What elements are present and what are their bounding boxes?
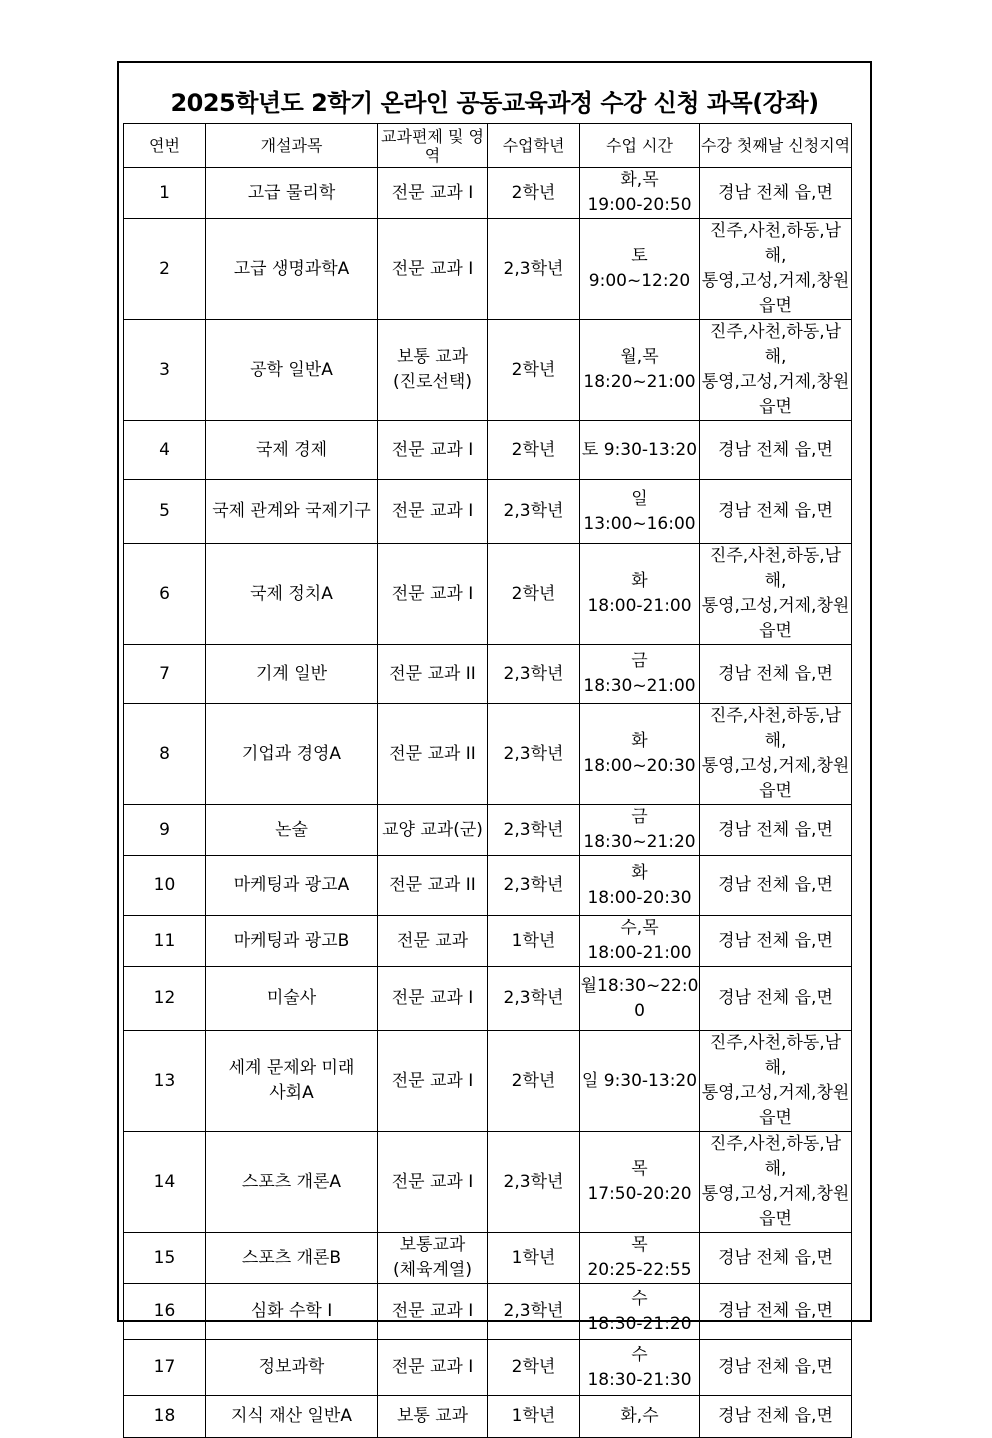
course-name: 기업과 경영A [206,704,378,805]
grade: 2학년 [488,320,580,421]
course-name: 국제 관계와 국제기구 [206,480,378,544]
class-time: 일 9:30-13:20 [580,1031,700,1132]
table-row [124,645,852,704]
table-row [124,320,852,421]
category: 전문 교과 [378,916,488,967]
category: 전문 교과 I [378,1284,488,1340]
category: 전문 교과 I [378,480,488,544]
row-number: 18 [124,1396,206,1438]
grade: 2,3학년 [488,219,580,320]
table-row [124,805,852,856]
table-row [124,219,852,320]
course-name: 마케팅과 광고B [206,916,378,967]
grade: 2,3학년 [488,1132,580,1233]
category: 전문 교과 I [378,967,488,1031]
course-name: 지식 재산 일반A [206,1396,378,1438]
grade: 2학년 [488,168,580,219]
category: 보통 교과 (진로선택) [378,320,488,421]
region: 경남 전체 읍,면 [700,1233,852,1284]
header-category: 교과편제 및 영역 [378,124,488,168]
grade: 2,3학년 [488,1284,580,1340]
course-name: 스포츠 개론B [206,1233,378,1284]
class-time: 화 18:00-21:00 [580,544,700,645]
category: 교양 교과(군) [378,805,488,856]
grade: 2,3학년 [488,967,580,1031]
class-time: 화,목 19:00-20:50 [580,168,700,219]
course-name: 스포츠 개론A [206,1132,378,1233]
region: 경남 전체 읍,면 [700,805,852,856]
table-row [124,1132,852,1233]
header-number: 연번 [124,124,206,168]
region: 진주,사천,하동,남해, 통영,고성,거제,창원 읍면 [700,544,852,645]
grade: 2학년 [488,1031,580,1132]
course-name: 정보과학 [206,1340,378,1396]
row-number: 7 [124,645,206,704]
class-time: 수,목 18:00-21:00 [580,916,700,967]
region: 경남 전체 읍,면 [700,1340,852,1396]
table-row [124,480,852,544]
table-row [124,1031,852,1132]
grade: 1학년 [488,1233,580,1284]
page-title: 2025학년도 2학기 온라인 공동교육과정 수강 신청 과목(강좌) [170,89,819,117]
header-course: 개설과목 [206,124,378,168]
table-row [124,1284,852,1340]
table-row [124,544,852,645]
region: 진주,사천,하동,남해, 통영,고성,거제,창원 읍면 [700,1132,852,1233]
row-number: 13 [124,1031,206,1132]
header-region: 수강 첫째날 신청지역 [700,124,852,168]
course-name: 심화 수학 I [206,1284,378,1340]
class-time: 토 9:00~12:20 [580,219,700,320]
class-time: 목 20:25-22:55 [580,1233,700,1284]
course-name: 고급 물리학 [206,168,378,219]
category: 전문 교과 I [378,1340,488,1396]
course-name: 마케팅과 광고A [206,856,378,916]
row-number: 9 [124,805,206,856]
grade: 2,3학년 [488,645,580,704]
row-number: 8 [124,704,206,805]
grade: 2학년 [488,421,580,480]
row-number: 15 [124,1233,206,1284]
class-time: 수 18:30-21:30 [580,1340,700,1396]
class-time: 수 18:30-21:20 [580,1284,700,1340]
class-time: 월,목 18:20~21:00 [580,320,700,421]
category: 보통교과 (체육계열) [378,1233,488,1284]
row-number: 16 [124,1284,206,1340]
row-number: 3 [124,320,206,421]
region: 경남 전체 읍,면 [700,645,852,704]
grade: 2,3학년 [488,856,580,916]
category: 전문 교과 I [378,1132,488,1233]
grade: 1학년 [488,916,580,967]
table-row [124,1396,852,1438]
course-name: 세계 문제와 미래 사회A [206,1031,378,1132]
category: 전문 교과 II [378,856,488,916]
grade: 1학년 [488,1396,580,1438]
row-number: 17 [124,1340,206,1396]
region: 경남 전체 읍,면 [700,1284,852,1340]
row-number: 11 [124,916,206,967]
grade: 2,3학년 [488,805,580,856]
category: 전문 교과 I [378,544,488,645]
course-name: 국제 경제 [206,421,378,480]
table-row [124,916,852,967]
region: 진주,사천,하동,남해, 통영,고성,거제,창원 읍면 [700,704,852,805]
course-name: 미술사 [206,967,378,1031]
class-time: 일 13:00~16:00 [580,480,700,544]
region: 진주,사천,하동,남해, 통영,고성,거제,창원 읍면 [700,219,852,320]
class-time: 화,수 [580,1396,700,1438]
row-number: 4 [124,421,206,480]
class-time: 목 17:50-20:20 [580,1132,700,1233]
document-frame [117,61,872,1426]
class-time: 토 9:30-13:20 [580,421,700,480]
header-time: 수업 시간 [580,124,700,168]
row-number: 1 [124,168,206,219]
category: 전문 교과 I [378,168,488,219]
category: 전문 교과 II [378,704,488,805]
course-name: 국제 정치A [206,544,378,645]
row-number: 12 [124,967,206,1031]
class-time: 월18:30~22:0 0 [580,967,700,1031]
class-time: 금 18:30~21:00 [580,645,700,704]
table-row [124,421,852,480]
row-number: 5 [124,480,206,544]
region: 경남 전체 읍,면 [700,1396,852,1438]
table-row [124,1233,852,1284]
header-grade: 수업학년 [488,124,580,168]
region: 경남 전체 읍,면 [700,856,852,916]
category: 전문 교과 II [378,645,488,704]
course-name: 공학 일반A [206,320,378,421]
class-time: 화 18:00~20:30 [580,704,700,805]
category: 전문 교과 I [378,1031,488,1132]
grade: 2학년 [488,544,580,645]
header-row [124,124,852,168]
grade: 2,3학년 [488,480,580,544]
course-name: 기계 일반 [206,645,378,704]
class-time: 금 18:30~21:20 [580,805,700,856]
region: 경남 전체 읍,면 [700,916,852,967]
course-name: 논술 [206,805,378,856]
region: 경남 전체 읍,면 [700,480,852,544]
table-row [124,856,852,916]
region: 경남 전체 읍,면 [700,168,852,219]
row-number: 14 [124,1132,206,1233]
region: 경남 전체 읍,면 [700,967,852,1031]
class-time: 화 18:00-20:30 [580,856,700,916]
table-row [124,704,852,805]
grade: 2,3학년 [488,704,580,805]
course-table [123,123,852,1438]
row-number: 6 [124,544,206,645]
region: 경남 전체 읍,면 [700,421,852,480]
category: 전문 교과 I [378,421,488,480]
table-row [124,168,852,219]
table-row [124,967,852,1031]
category: 보통 교과 [378,1396,488,1438]
region: 진주,사천,하동,남해, 통영,고성,거제,창원 읍면 [700,320,852,421]
course-name: 고급 생명과학A [206,219,378,320]
grade: 2학년 [488,1340,580,1396]
row-number: 10 [124,856,206,916]
region: 진주,사천,하동,남해, 통영,고성,거제,창원 읍면 [700,1031,852,1132]
category: 전문 교과 I [378,219,488,320]
row-number: 2 [124,219,206,320]
table-row [124,1340,852,1396]
